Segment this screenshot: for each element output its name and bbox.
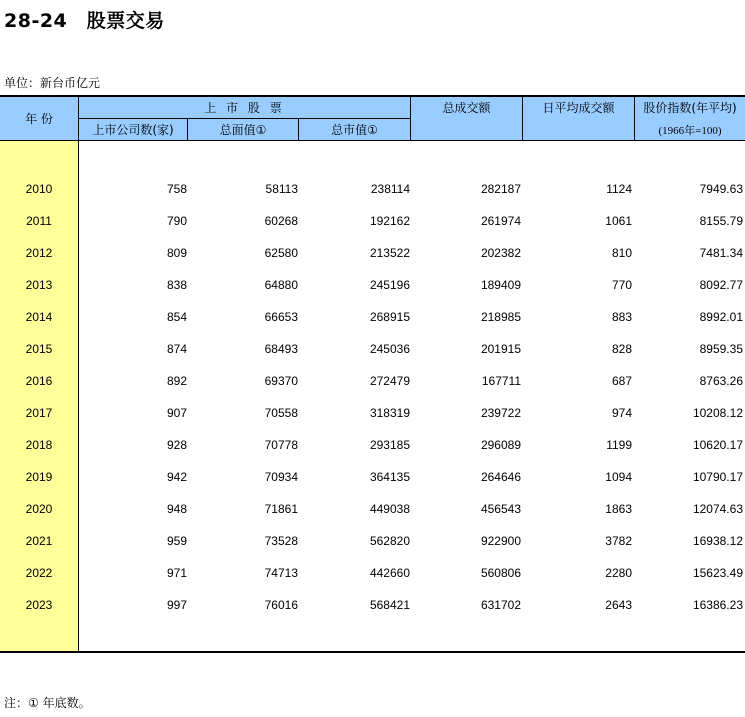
cell-companies: 959 xyxy=(166,534,187,548)
table-row xyxy=(0,365,745,397)
header-index-base: (1966年=100) xyxy=(658,124,722,137)
cell-companies: 942 xyxy=(166,470,187,484)
cell-market-value: 364135 xyxy=(369,470,410,484)
table-row xyxy=(0,269,745,301)
cell-daily-turnover: 974 xyxy=(611,406,632,420)
cell-market-value: 268915 xyxy=(369,310,410,324)
cell-market-value: 272479 xyxy=(369,374,410,388)
cell-index: 7949.63 xyxy=(699,182,743,196)
cell-face-value: 73528 xyxy=(264,534,298,548)
cell-daily-turnover: 1124 xyxy=(606,182,632,196)
cell-market-value: 245196 xyxy=(369,278,410,292)
cell-companies: 790 xyxy=(166,214,187,228)
cell-daily-turnover: 687 xyxy=(611,374,632,388)
header-face-value: 总面值① xyxy=(219,123,267,137)
cell-total-turnover: 560806 xyxy=(480,566,521,580)
unit-label: 单位：新台币亿元 xyxy=(4,76,101,90)
table-row xyxy=(0,525,745,557)
table-row xyxy=(0,397,745,429)
page-title: 28-24 股票交易 xyxy=(4,10,165,32)
header-total-turnover: 总成交额 xyxy=(442,101,491,115)
cell-total-turnover: 167711 xyxy=(481,374,521,388)
cell-daily-turnover: 883 xyxy=(611,310,632,324)
cell-index: 8155.79 xyxy=(699,214,743,228)
cell-market-value: 318319 xyxy=(369,406,410,420)
cell-market-value: 245036 xyxy=(369,342,410,356)
cell-daily-turnover: 810 xyxy=(611,246,632,260)
cell-market-value: 238114 xyxy=(370,182,410,196)
cell-total-turnover: 296089 xyxy=(480,438,521,452)
stock-trading-table xyxy=(0,95,745,653)
cell-face-value: 74713 xyxy=(264,566,298,580)
cell-total-turnover: 631702 xyxy=(480,598,521,612)
table-row xyxy=(0,205,745,237)
header-listed-stocks: 上 市 股 票 xyxy=(204,101,285,115)
cell-index: 16938.12 xyxy=(692,534,743,548)
cell-daily-turnover: 770 xyxy=(611,278,632,292)
cell-face-value: 70558 xyxy=(264,406,298,420)
cell-companies: 838 xyxy=(166,278,187,292)
cell-index: 7481.34 xyxy=(699,246,743,260)
cell-total-turnover: 922900 xyxy=(480,534,521,548)
row-year: 2021 xyxy=(25,534,53,548)
cell-daily-turnover: 2643 xyxy=(605,598,632,612)
cell-daily-turnover: 1199 xyxy=(606,438,632,452)
cell-index: 10208.12 xyxy=(692,406,743,420)
table-bottom-border xyxy=(0,651,745,653)
cell-daily-turnover: 1094 xyxy=(605,470,632,484)
row-year: 2010 xyxy=(25,182,53,196)
cell-market-value: 562820 xyxy=(369,534,410,548)
cell-daily-turnover: 1863 xyxy=(605,502,632,516)
table-row xyxy=(0,589,745,621)
row-year: 2017 xyxy=(25,406,53,420)
cell-total-turnover: 264646 xyxy=(480,470,521,484)
cell-face-value: 58113 xyxy=(265,182,298,196)
header-daily-turnover: 日平均成交额 xyxy=(542,101,615,115)
cell-daily-turnover: 3782 xyxy=(605,534,632,548)
cell-face-value: 64880 xyxy=(264,278,298,292)
cell-companies: 948 xyxy=(166,502,187,516)
row-year: 2023 xyxy=(25,598,53,612)
cell-total-turnover: 201915 xyxy=(480,342,521,356)
cell-index: 10790.17 xyxy=(692,470,743,484)
row-year: 2019 xyxy=(25,470,53,484)
cell-index: 10620.17 xyxy=(692,438,743,452)
cell-face-value: 70934 xyxy=(264,470,298,484)
cell-index: 8992.01 xyxy=(699,310,743,324)
cell-daily-turnover: 1061 xyxy=(605,214,632,228)
cell-companies: 907 xyxy=(166,406,187,420)
cell-companies: 971 xyxy=(166,566,187,580)
table-row xyxy=(0,237,745,269)
row-year: 2011 xyxy=(26,214,52,228)
cell-index: 15623.49 xyxy=(692,566,743,580)
header-market-value: 总市值① xyxy=(331,123,378,137)
cell-companies: 892 xyxy=(166,374,187,388)
header-companies: 上市公司数(家) xyxy=(92,123,174,137)
table-row xyxy=(0,493,745,525)
footnote: 注：① 年底数。 xyxy=(4,696,91,710)
cell-total-turnover: 261974 xyxy=(480,214,521,228)
cell-market-value: 293185 xyxy=(369,438,410,452)
cell-face-value: 68493 xyxy=(264,342,298,356)
cell-face-value: 71861 xyxy=(264,502,298,516)
cell-market-value: 449038 xyxy=(369,502,410,516)
header-year: 年 份 xyxy=(25,112,53,126)
table-row xyxy=(0,429,745,461)
row-year: 2016 xyxy=(25,374,53,388)
cell-face-value: 60268 xyxy=(264,214,298,228)
cell-index: 16386.23 xyxy=(692,598,743,612)
row-year: 2013 xyxy=(25,278,53,292)
table-row xyxy=(0,301,745,333)
cell-index: 8763.26 xyxy=(699,374,743,388)
table-row xyxy=(0,557,745,589)
cell-companies: 809 xyxy=(166,246,187,260)
cell-total-turnover: 456543 xyxy=(480,502,521,516)
cell-companies: 758 xyxy=(166,182,187,196)
cell-total-turnover: 282187 xyxy=(480,182,521,196)
row-year: 2012 xyxy=(25,246,53,260)
cell-market-value: 568421 xyxy=(369,598,410,612)
row-year: 2022 xyxy=(25,566,53,580)
cell-companies: 854 xyxy=(166,310,187,324)
cell-face-value: 62580 xyxy=(264,246,298,260)
cell-market-value: 192162 xyxy=(369,214,410,228)
cell-market-value: 442660 xyxy=(369,566,410,580)
cell-daily-turnover: 828 xyxy=(611,342,632,356)
cell-total-turnover: 239722 xyxy=(480,406,521,420)
cell-market-value: 213522 xyxy=(369,246,410,260)
cell-daily-turnover: 2280 xyxy=(605,566,632,580)
cell-companies: 874 xyxy=(166,342,187,356)
row-year: 2014 xyxy=(25,310,53,324)
row-year: 2018 xyxy=(25,438,53,452)
cell-face-value: 69370 xyxy=(264,374,298,388)
cell-companies: 928 xyxy=(166,438,187,452)
cell-face-value: 66653 xyxy=(264,310,298,324)
cell-face-value: 70778 xyxy=(264,438,298,452)
table-row xyxy=(0,461,745,493)
cell-total-turnover: 202382 xyxy=(480,246,521,260)
row-year: 2015 xyxy=(25,342,53,356)
cell-face-value: 76016 xyxy=(264,598,298,612)
table-row xyxy=(0,333,745,365)
cell-index: 8092.77 xyxy=(699,278,743,292)
row-year: 2020 xyxy=(25,502,53,516)
cell-total-turnover: 189409 xyxy=(480,278,521,292)
table-row xyxy=(0,173,745,205)
header-index: 股价指数(年平均) xyxy=(643,101,737,115)
cell-total-turnover: 218985 xyxy=(480,310,521,324)
cell-companies: 997 xyxy=(166,598,187,612)
cell-index: 12074.63 xyxy=(692,502,743,516)
cell-index: 8959.35 xyxy=(699,342,743,356)
